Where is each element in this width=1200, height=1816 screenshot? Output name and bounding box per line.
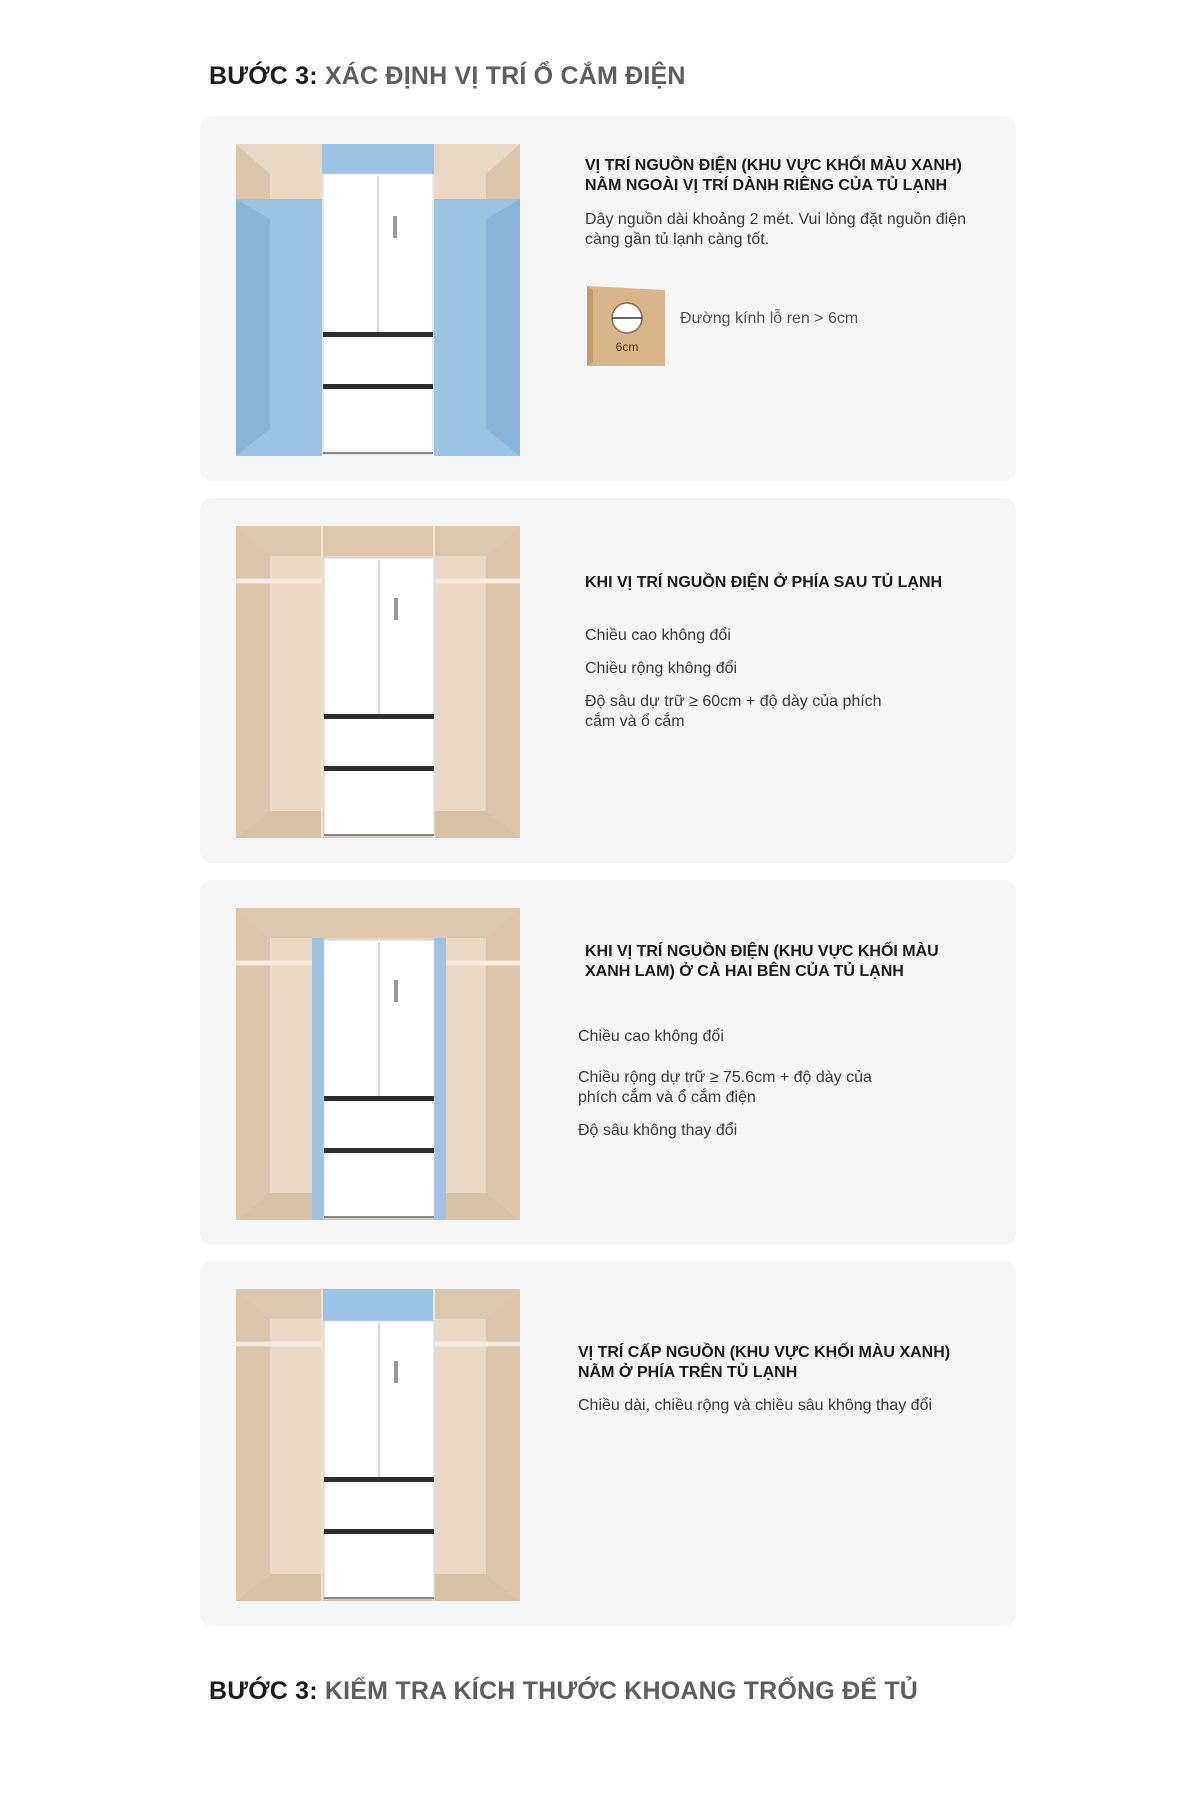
section-heading-top — [209, 62, 686, 91]
power-position-card-outside — [200, 116, 1016, 481]
card-4-title: VỊ TRÍ CẤP NGUỒN (KHU VỰC KHỐI MÀU XANH) NẰM Ở PHÍA TRÊN TỦ LẠNH — [578, 1344, 951, 1381]
power-position-card-sides — [200, 880, 1016, 1245]
card-2-line-width: Chiều rộng không đổi — [585, 660, 738, 677]
power-zone-top — [322, 144, 434, 174]
card-3-line-height: Chiều cao không đổi — [578, 1028, 724, 1045]
power-zone-left — [312, 938, 324, 1220]
heading-title: KIỂM TRA KÍCH THƯỚC KHOANG TRỐNG ĐỂ TỦ — [324, 1677, 919, 1705]
fridge-diagram-sides-power — [236, 908, 520, 1220]
card-2-line-depth: Độ sâu dự trữ ≥ 60cm + độ dày của phích cắm và ổ cắm — [585, 693, 882, 730]
card-4-body: Chiều dài, chiều rộng và chiều sâu không thay đổi — [578, 1397, 933, 1414]
card-3-line-width: Chiều rộng dự trữ ≥ 75.6cm + độ dày của phích cắm và ổ cắm điện — [578, 1069, 872, 1106]
card-1-body: Dây nguồn dài khoảng 2 mét. Vui lòng đặt nguồn điện càng gần tủ lạnh càng tốt. — [585, 211, 967, 248]
card-3-line-depth: Độ sâu không thay đổi — [578, 1122, 738, 1139]
card-2-line-height: Chiều cao không đổi — [585, 627, 731, 644]
fridge-cabinet-illustration — [236, 1289, 520, 1601]
heading-step-prefix: BƯỚC 3: — [209, 62, 318, 90]
fridge-diagram-back-power — [236, 526, 520, 838]
thread-hole-icon — [585, 284, 665, 368]
card-3-title: KHI VỊ TRÍ NGUỒN ĐIỆN (KHU VỰC KHỐI MÀU XANH LAM) Ở CẢ HAI BÊN CỦA TỦ LẠNH — [585, 943, 939, 980]
power-position-card-back — [200, 498, 1016, 863]
fridge-diagram-side-power — [236, 144, 520, 456]
fridge-cabinet-illustration — [236, 144, 520, 456]
fridge-diagram-top-power — [236, 1289, 520, 1601]
section-heading-bottom — [209, 1677, 918, 1706]
fridge-cabinet-illustration — [236, 908, 520, 1220]
fridge-cabinet-illustration — [236, 526, 520, 838]
power-position-card-top — [200, 1261, 1016, 1626]
card-1-title: VỊ TRÍ NGUỒN ĐIỆN (KHU VỰC KHỐI MÀU XANH) NẰM NGOÀI VỊ TRÍ DÀNH RIÊNG CỦA TỦ LẠNH — [585, 157, 962, 194]
card-2-title: KHI VỊ TRÍ NGUỒN ĐIỆN Ở PHÍA SAU TỦ LẠNH — [585, 574, 943, 591]
power-zone-right — [434, 938, 446, 1220]
heading-step-prefix: BƯỚC 3: — [209, 1677, 318, 1705]
heading-title: XÁC ĐỊNH VỊ TRÍ Ổ CẮM ĐIỆN — [324, 62, 686, 90]
thread-hole-info — [585, 284, 885, 374]
hole-size-badge: 6cm — [615, 340, 639, 354]
hole-diameter-label: Đường kính lỗ ren > 6cm — [680, 310, 859, 327]
power-zone-top — [322, 1289, 434, 1321]
